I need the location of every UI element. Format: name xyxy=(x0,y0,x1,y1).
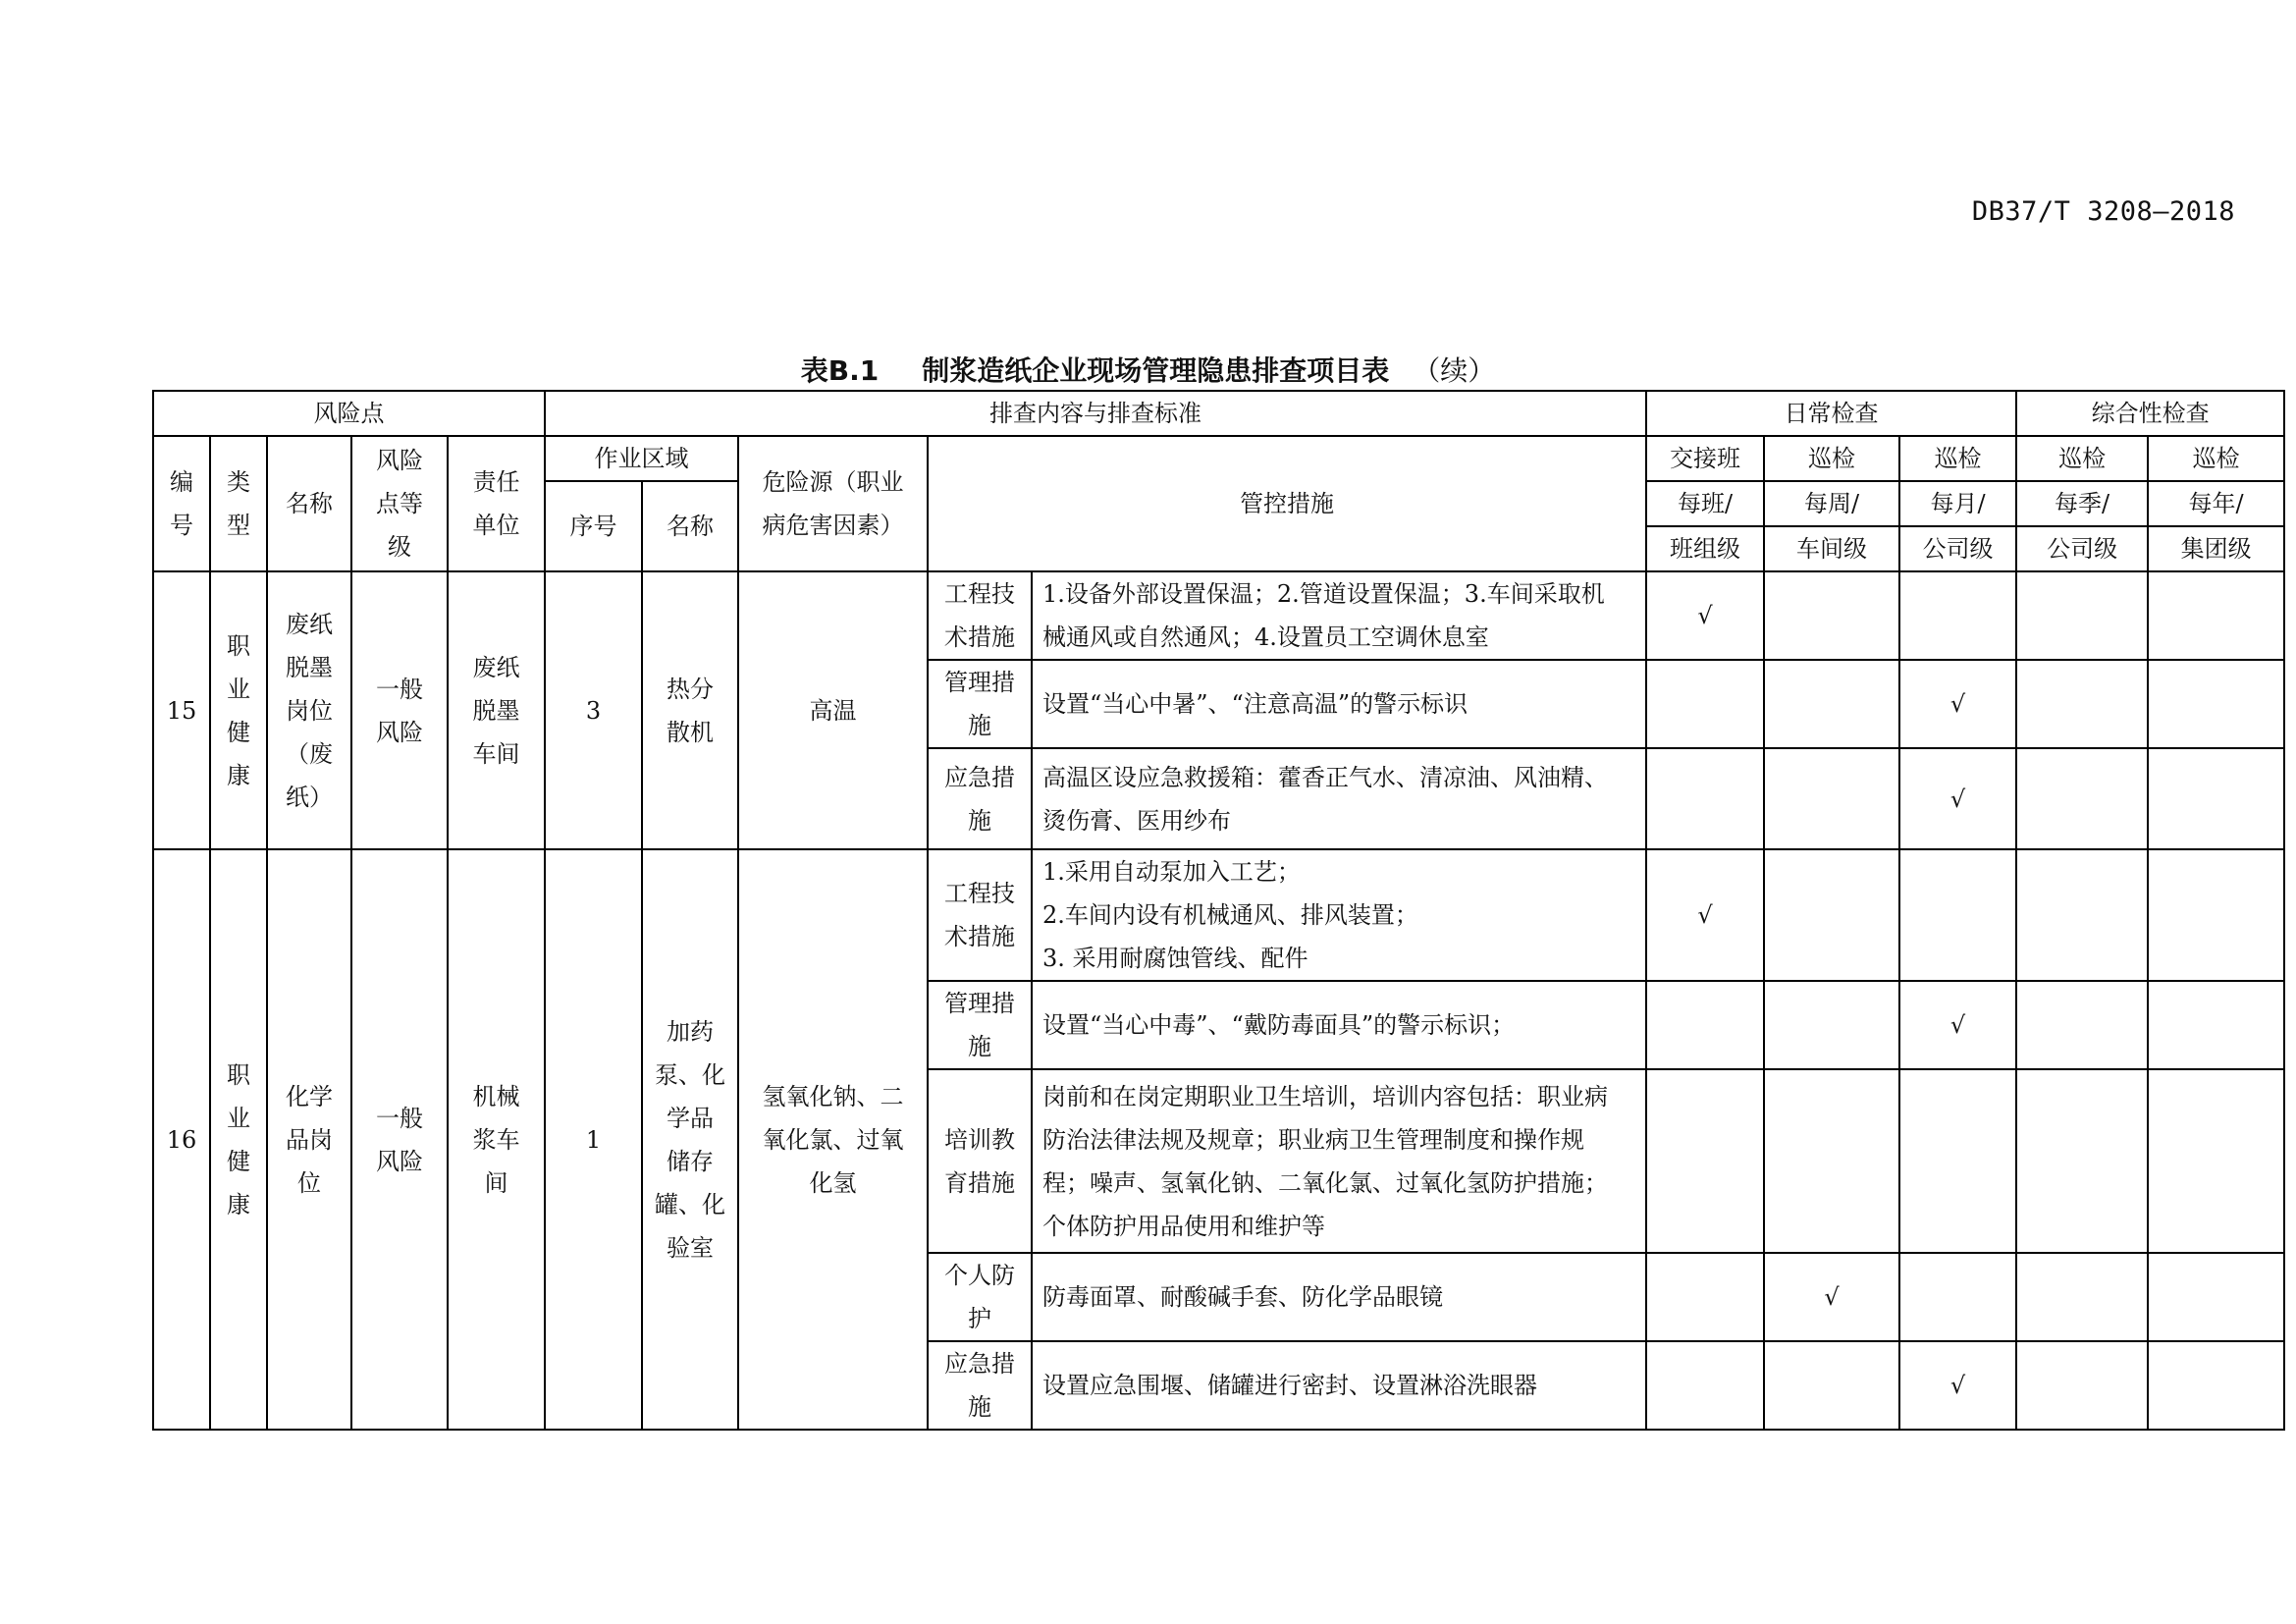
area-name-line: 热分 xyxy=(667,675,715,703)
check-cell-2 xyxy=(1764,849,1899,981)
header-hazard-line: 病危害因素） xyxy=(762,512,904,539)
measure-category xyxy=(928,660,1032,748)
check-cell-3 xyxy=(1899,660,2016,748)
header-daily-check: 日常检查 xyxy=(1646,391,2016,436)
check-cell-5 xyxy=(2148,1253,2284,1341)
check-cell-1 xyxy=(1646,571,1764,660)
area-name-line: 加药 xyxy=(667,1017,715,1046)
area-name xyxy=(642,571,738,849)
check-cell-2 xyxy=(1764,571,1899,660)
check-cell-3 xyxy=(1899,748,2016,849)
check-cell-1-line: √ xyxy=(1697,602,1713,629)
table-row xyxy=(153,571,2284,660)
check-cell-1 xyxy=(1646,660,1764,748)
header-no-line: 编 xyxy=(170,468,193,496)
area-seq-line: 3 xyxy=(585,696,602,725)
area-name-line: 散机 xyxy=(667,718,715,746)
measure-category-line: 管理措 xyxy=(944,990,1016,1017)
header-c2-period-line: 每周/ xyxy=(1804,490,1860,517)
risk-name-line: 岗位 xyxy=(286,696,333,725)
check-cell-3-line: √ xyxy=(1949,1372,1966,1399)
header-c2-level-line: 车间级 xyxy=(1796,535,1868,563)
check-cell-5 xyxy=(2148,660,2284,748)
header-area-name-line: 名称 xyxy=(667,513,715,540)
measure-text xyxy=(1032,981,1646,1069)
measure-category xyxy=(928,849,1032,981)
measure-text xyxy=(1032,748,1646,849)
risk-level xyxy=(351,849,448,1430)
responsible-unit-line: 浆车 xyxy=(472,1125,520,1154)
check-cell-4 xyxy=(2016,981,2148,1069)
header-c4-period-line: 每季/ xyxy=(2055,490,2110,517)
header-c1-period-line: 每班/ xyxy=(1678,490,1734,517)
measure-category xyxy=(928,981,1032,1069)
area-name-line: 泵、化 xyxy=(655,1060,726,1089)
measure-text-line: 械通风或自然通风；4.设置员工空调休息室 xyxy=(1042,623,1489,651)
measure-category-line: 施 xyxy=(968,806,992,835)
header-hazard xyxy=(738,436,928,571)
responsible-unit-line: 废纸 xyxy=(472,653,520,681)
check-cell-5 xyxy=(2148,1341,2284,1430)
risk-name xyxy=(267,849,351,1430)
measure-text-line: 防治法律法规及规章；职业病卫生管理制度和操作规 xyxy=(1042,1125,1585,1154)
table-number: 表B.1 xyxy=(800,354,880,387)
hazard-source-line: 氢氧化钠、二 xyxy=(762,1082,904,1110)
area-name xyxy=(642,849,738,1430)
header-c4-level-line: 公司级 xyxy=(2047,535,2118,563)
responsible-unit-line: 脱墨 xyxy=(472,696,520,725)
check-cell-4 xyxy=(2016,1069,2148,1253)
risk-type-line: 职 xyxy=(227,1060,250,1089)
risk-type-line: 康 xyxy=(227,761,250,789)
check-cell-2 xyxy=(1764,748,1899,849)
measure-text-line: 个体防护用品使用和维护等 xyxy=(1042,1212,1326,1240)
risk-type-line: 职 xyxy=(227,631,250,660)
header-c3-level-line: 公司级 xyxy=(1922,535,1994,563)
header-risk-level-line: 风险 xyxy=(376,447,423,474)
check-cell-1-line: √ xyxy=(1697,901,1713,929)
area-name-line: 验室 xyxy=(667,1233,715,1262)
check-cell-3-line: √ xyxy=(1949,690,1966,718)
risk-level xyxy=(351,571,448,849)
area-seq xyxy=(545,849,642,1430)
measure-category-line: 个人防 xyxy=(944,1262,1016,1289)
header-c2-level xyxy=(1764,526,1899,571)
header-comprehensive-check: 综合性检查 xyxy=(2016,391,2284,436)
area-name-line: 储存 xyxy=(667,1147,715,1175)
header-check-content: 排查内容与排查标准 xyxy=(545,391,1646,436)
measure-text-line: 1.采用自动泵加入工艺； xyxy=(1042,858,1301,886)
measure-category-line: 应急措 xyxy=(944,1350,1016,1378)
header-c3-period-line: 每月/ xyxy=(1930,490,1986,517)
check-cell-5 xyxy=(2148,1069,2284,1253)
responsible-unit-line: 机械 xyxy=(472,1082,520,1110)
check-cell-5 xyxy=(2148,748,2284,849)
header-control-line: 管控措施 xyxy=(1240,490,1335,517)
measure-text-line: 1.设备外部设置保温；2.管道设置保温；3.车间采取机 xyxy=(1042,580,1605,608)
measure-category xyxy=(928,1253,1032,1341)
risk-type-line: 业 xyxy=(227,675,250,703)
hazard-source xyxy=(738,849,928,1430)
hazard-source-line: 化氢 xyxy=(809,1168,857,1197)
area-name-line: 罐、化 xyxy=(655,1190,726,1218)
measure-text-line: 程；噪声、氢氧化钠、二氧化氯、过氧化氢防护措施； xyxy=(1042,1168,1609,1197)
measure-text-line: 3. 采用耐腐蚀管线、配件 xyxy=(1042,945,1308,972)
check-cell-1 xyxy=(1646,981,1764,1069)
measure-category-line: 术措施 xyxy=(944,623,1016,651)
risk-name-line: 位 xyxy=(297,1168,321,1197)
risk-no xyxy=(153,571,210,849)
header-control xyxy=(928,436,1646,571)
area-name-line: 学品 xyxy=(667,1104,715,1132)
header-c1-period xyxy=(1646,481,1764,526)
risk-name-line: 废纸 xyxy=(286,610,333,638)
risk-level-line: 一般 xyxy=(376,675,423,703)
table-title-main: 制浆造纸企业现场管理隐患排查项目表 xyxy=(922,354,1390,387)
measure-text-line: 设置“当心中暑”、“注意高温”的警示标识 xyxy=(1042,690,1468,718)
header-unit-line: 责任 xyxy=(472,468,520,496)
header-area-name xyxy=(642,481,738,571)
check-cell-3 xyxy=(1899,571,2016,660)
header-c4-period xyxy=(2016,481,2148,526)
check-cell-2 xyxy=(1764,1069,1899,1253)
measure-category-line: 工程技 xyxy=(944,880,1016,907)
risk-name-line: （废 xyxy=(286,739,333,768)
risk-type-line: 健 xyxy=(227,718,250,746)
risk-name-line: 品岗 xyxy=(286,1125,333,1154)
measure-category xyxy=(928,748,1032,849)
risk-name-line: 脱墨 xyxy=(286,653,333,681)
responsible-unit xyxy=(448,571,545,849)
header-type-line: 型 xyxy=(227,512,250,539)
header-c1-freq-line: 交接班 xyxy=(1670,445,1741,472)
measure-category-line: 育措施 xyxy=(944,1168,1016,1197)
header-c3-period xyxy=(1899,481,2016,526)
header-name xyxy=(267,436,351,571)
risk-type xyxy=(210,849,267,1430)
risk-type-line: 健 xyxy=(227,1147,250,1175)
measure-category xyxy=(928,571,1032,660)
measure-category xyxy=(928,1069,1032,1253)
document-id: DB37/T 3208—2018 xyxy=(1971,196,2235,227)
risk-type-line: 康 xyxy=(227,1190,250,1218)
measure-text xyxy=(1032,660,1646,748)
header-c1-level-line: 班组级 xyxy=(1670,535,1741,563)
header-c2-freq-line: 巡检 xyxy=(1808,445,1856,472)
header-c2-freq xyxy=(1764,436,1899,481)
header-type xyxy=(210,436,267,571)
check-cell-1 xyxy=(1646,849,1764,981)
measure-text-line: 烫伤膏、医用纱布 xyxy=(1042,806,1232,835)
header-c5-period xyxy=(2148,481,2284,526)
measure-category-line: 施 xyxy=(968,1033,992,1060)
risk-level-line: 风险 xyxy=(376,718,423,746)
measure-text-line: 设置“当心中毒”、“戴防毒面具”的警示标识； xyxy=(1042,1011,1516,1039)
risk-no xyxy=(153,849,210,1430)
area-seq xyxy=(545,571,642,849)
table-title xyxy=(0,350,2296,389)
check-cell-3 xyxy=(1899,849,2016,981)
check-cell-2 xyxy=(1764,1341,1899,1430)
check-cell-1 xyxy=(1646,1341,1764,1430)
check-cell-3 xyxy=(1899,1253,2016,1341)
risk-name-line: 化学 xyxy=(286,1082,333,1110)
header-c3-level xyxy=(1899,526,2016,571)
check-cell-3-line: √ xyxy=(1949,785,1966,813)
check-cell-4 xyxy=(2016,849,2148,981)
header-c1-freq xyxy=(1646,436,1764,481)
check-cell-2-line: √ xyxy=(1824,1283,1840,1311)
check-cell-4 xyxy=(2016,1253,2148,1341)
check-cell-3 xyxy=(1899,1069,2016,1253)
check-cell-4 xyxy=(2016,571,2148,660)
header-no-line: 号 xyxy=(170,512,193,539)
table-row xyxy=(153,849,2284,981)
measure-category-line: 工程技 xyxy=(944,580,1016,608)
measure-category-line: 培训教 xyxy=(944,1125,1016,1154)
header-risk-level-line: 点等 xyxy=(376,490,423,517)
table-title-continued: （续） xyxy=(1413,354,1496,387)
header-seq-line: 序号 xyxy=(569,513,617,540)
risk-name xyxy=(267,571,351,849)
risk-level-line: 一般 xyxy=(376,1104,423,1132)
check-cell-4 xyxy=(2016,748,2148,849)
check-cell-3-line: √ xyxy=(1949,1011,1966,1039)
header-risk-point: 风险点 xyxy=(153,391,545,436)
check-cell-1 xyxy=(1646,1069,1764,1253)
measure-text xyxy=(1032,1069,1646,1253)
check-cell-3 xyxy=(1899,981,2016,1069)
check-cell-5 xyxy=(2148,849,2284,981)
measure-text-line: 高温区设应急救援箱：藿香正气水、清凉油、风油精、 xyxy=(1042,763,1609,791)
measure-text xyxy=(1032,849,1646,981)
risk-type xyxy=(210,571,267,849)
check-cell-5 xyxy=(2148,981,2284,1069)
measure-text xyxy=(1032,1253,1646,1341)
measure-text-line: 2.车间内设有机械通风、排风装置； xyxy=(1042,901,1418,929)
measure-category-line: 管理措 xyxy=(944,669,1016,696)
risk-type-line: 业 xyxy=(227,1104,250,1132)
measure-category-line: 术措施 xyxy=(944,923,1016,950)
measure-category-line: 应急措 xyxy=(944,763,1016,791)
measure-text-line: 设置应急围堰、储罐进行密封、设置淋浴洗眼器 xyxy=(1042,1372,1538,1399)
check-cell-2 xyxy=(1764,981,1899,1069)
check-cell-2 xyxy=(1764,1253,1899,1341)
measure-text-line: 防毒面罩、耐酸碱手套、防化学品眼镜 xyxy=(1042,1283,1444,1311)
header-seq xyxy=(545,481,642,571)
header-c5-level-line: 集团级 xyxy=(2180,535,2252,563)
area-seq-line: 1 xyxy=(585,1125,602,1154)
risk-no-line: 16 xyxy=(166,1125,197,1154)
header-c5-freq-line: 巡检 xyxy=(2192,445,2240,472)
measure-category-line: 护 xyxy=(968,1305,992,1332)
measure-category xyxy=(928,1341,1032,1430)
header-hazard-line: 危险源（职业 xyxy=(762,468,904,496)
check-cell-2 xyxy=(1764,660,1899,748)
header-c4-freq-line: 巡检 xyxy=(2058,445,2107,472)
responsible-unit-line: 车间 xyxy=(472,739,520,768)
measure-category-line: 施 xyxy=(968,712,992,739)
inspection-table xyxy=(152,390,2285,1431)
measure-text xyxy=(1032,571,1646,660)
header-c4-level xyxy=(2016,526,2148,571)
responsible-unit xyxy=(448,849,545,1430)
header-c1-level xyxy=(1646,526,1764,571)
header-c3-freq-line: 巡检 xyxy=(1934,445,1982,472)
header-risk-level xyxy=(351,436,448,571)
hazard-source-line: 氧化氯、过氧 xyxy=(762,1125,904,1154)
risk-level-line: 风险 xyxy=(376,1147,423,1175)
header-no xyxy=(153,436,210,571)
risk-name-line: 纸） xyxy=(286,783,333,811)
hazard-source-line: 高温 xyxy=(809,696,857,725)
responsible-unit-line: 间 xyxy=(484,1168,508,1197)
check-cell-4 xyxy=(2016,660,2148,748)
measure-text xyxy=(1032,1341,1646,1430)
hazard-source xyxy=(738,571,928,849)
header-work-area-line: 作业区域 xyxy=(594,445,689,472)
check-cell-4 xyxy=(2016,1341,2148,1430)
risk-no-line: 15 xyxy=(166,696,197,725)
header-risk-level-line: 级 xyxy=(388,533,411,561)
check-cell-3 xyxy=(1899,1341,2016,1430)
header-type-line: 类 xyxy=(227,468,250,496)
measure-text-line: 岗前和在岗定期职业卫生培训，培训内容包括：职业病 xyxy=(1042,1082,1609,1110)
header-c2-period xyxy=(1764,481,1899,526)
header-c5-level xyxy=(2148,526,2284,571)
check-cell-1 xyxy=(1646,1253,1764,1341)
check-cell-1 xyxy=(1646,748,1764,849)
header-c3-freq xyxy=(1899,436,2016,481)
measure-category-line: 施 xyxy=(968,1393,992,1421)
check-cell-5 xyxy=(2148,571,2284,660)
header-unit xyxy=(448,436,545,571)
header-c5-period-line: 每年/ xyxy=(2188,490,2244,517)
header-c5-freq xyxy=(2148,436,2284,481)
header-unit-line: 单位 xyxy=(472,512,520,539)
header-c4-freq xyxy=(2016,436,2148,481)
header-work-area xyxy=(545,436,738,481)
header-name-line: 名称 xyxy=(286,490,333,517)
